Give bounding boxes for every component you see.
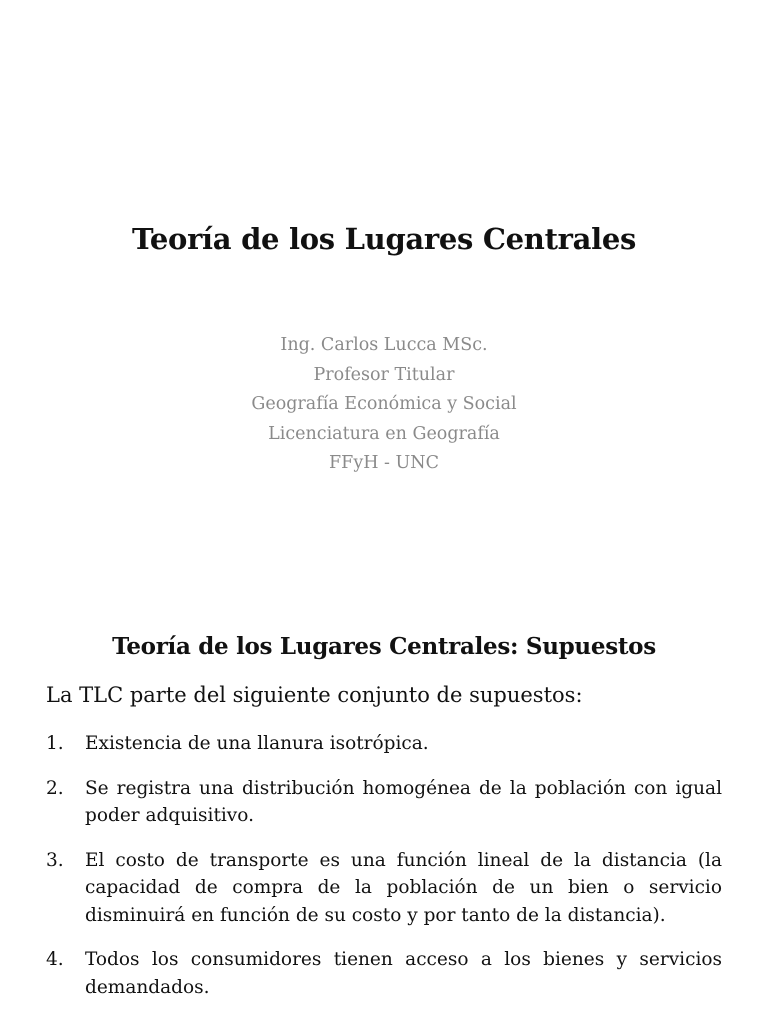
list-item (46, 847, 722, 930)
institution: FFyH - UNC (329, 453, 439, 473)
list-number: 2. (46, 777, 64, 799)
author-position: Profesor Titular (313, 364, 455, 385)
list-text: Todos los consumidores tienen acceso a los bienes y servicios demandados. (85, 949, 722, 998)
list-text: Existencia de una llanura isotrópica. (85, 733, 429, 754)
list-item (46, 775, 722, 830)
list-number: 1. (46, 733, 64, 754)
list-text: El costo de transporte es una función lineal de la distancia (la capacidad de compra de la población de un bien o servicio disminuirá en función de su costo y por tanto de la distancia). (85, 849, 722, 926)
author-block (0, 331, 768, 479)
assumptions-slide (0, 580, 768, 1024)
degree-program: Licenciatura en Geografía (268, 423, 500, 444)
assumptions-list (46, 730, 722, 1018)
intro-text: La TLC parte del siguiente conjunto de supuestos: (46, 683, 583, 707)
list-number: 4. (46, 949, 64, 970)
list-item (46, 730, 722, 758)
author-name: Ing. Carlos Lucca MSc. (280, 335, 488, 355)
list-item (46, 946, 722, 1001)
presentation-title: Teoría de los Lugares Centrales (131, 222, 637, 256)
slide-title: Teoría de los Lugares Centrales: Supuestos (112, 633, 656, 660)
list-text: Se registra una distribución homogénea de la población con igual poder adquisitivo. (85, 777, 722, 826)
list-number: 3. (46, 849, 64, 871)
course-name: Geografía Económica y Social (251, 394, 517, 414)
